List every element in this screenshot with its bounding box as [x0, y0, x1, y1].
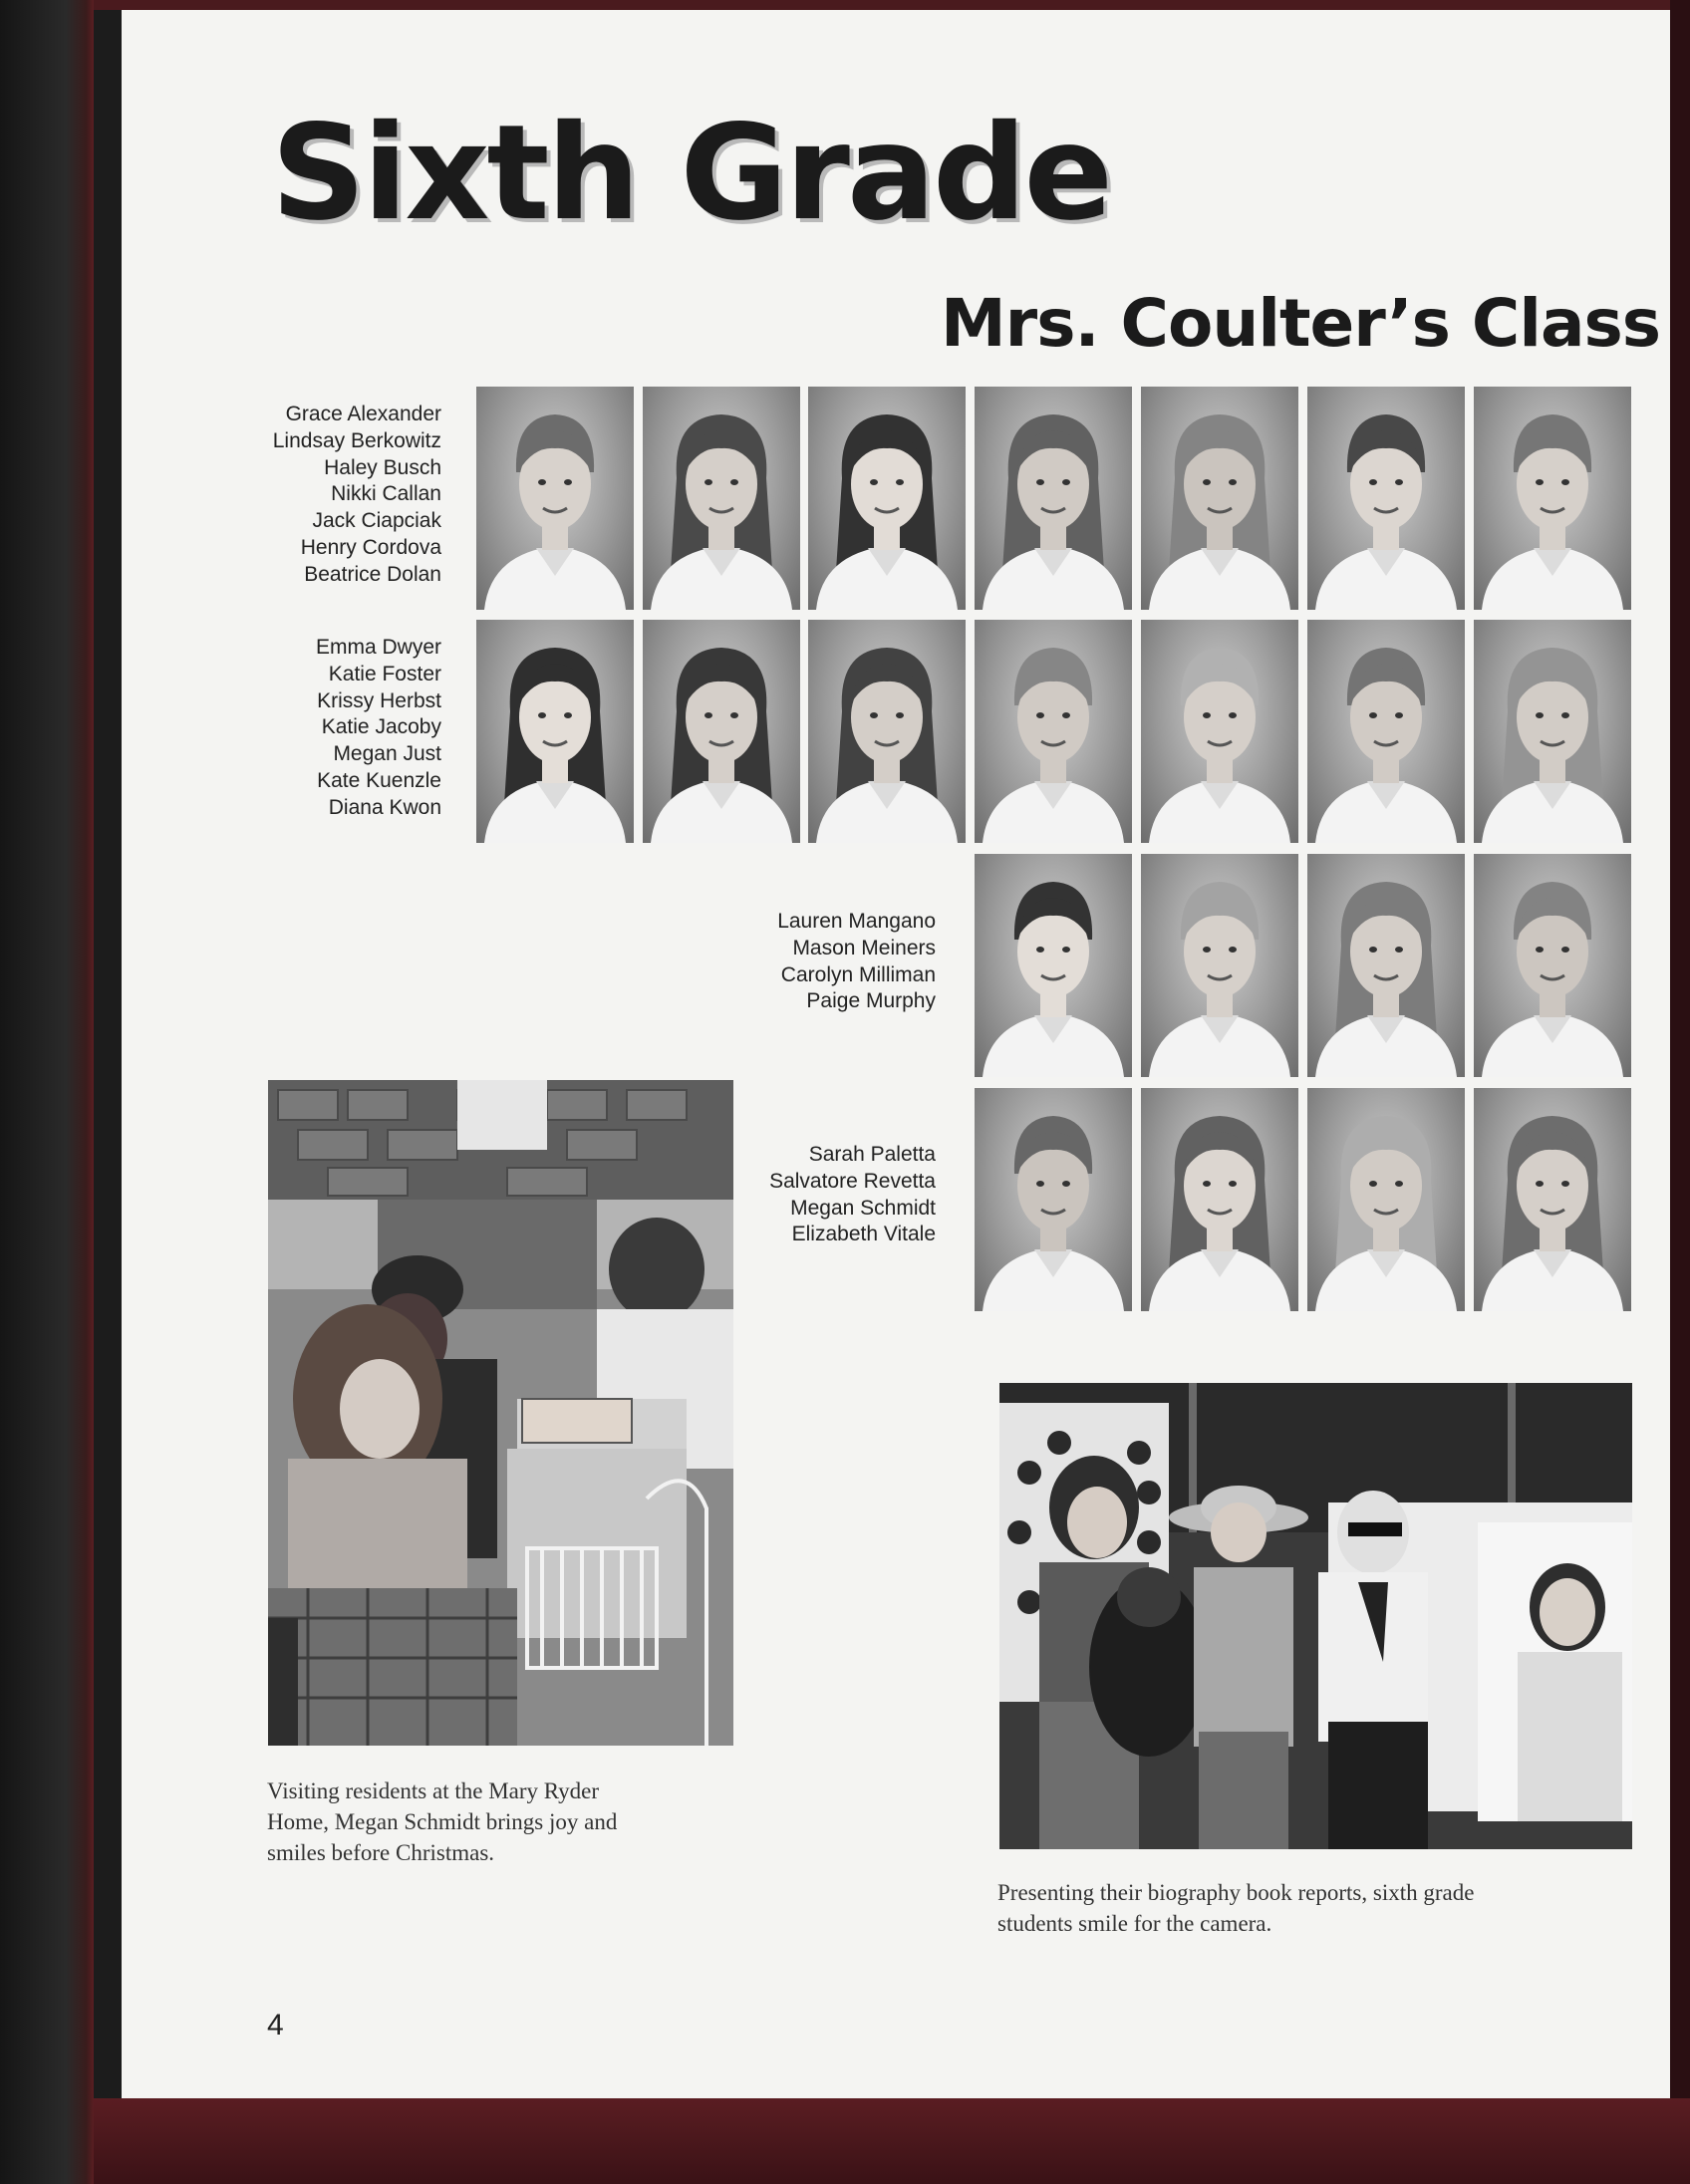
- student-name: Nikki Callan: [331, 482, 441, 506]
- student-name: Lauren Mangano: [777, 910, 936, 933]
- student-name: Megan Just: [333, 742, 441, 766]
- page-title: Sixth Grade: [271, 97, 1111, 250]
- student-name: Katie Jacoby: [321, 715, 441, 739]
- student-portrait: [476, 387, 634, 610]
- page-number: 4: [267, 2009, 284, 2042]
- name-list-row-1: [273, 402, 441, 589]
- student-portrait: [1474, 387, 1631, 610]
- student-portrait: [476, 620, 634, 843]
- student-name: Kate Kuenzle: [317, 768, 441, 792]
- student-portrait: [1141, 620, 1298, 843]
- student-portrait: [1474, 854, 1631, 1077]
- student-portrait: [808, 620, 966, 843]
- student-portrait: [1307, 387, 1465, 610]
- book-cover-edge-bottom: [94, 2098, 1690, 2184]
- student-name: Grace Alexander: [285, 403, 441, 425]
- student-name: Krissy Herbst: [317, 688, 441, 712]
- student-name: Haley Busch: [324, 455, 441, 479]
- student-name: Diana Kwon: [328, 795, 441, 819]
- student-name: Megan Schmidt: [790, 1196, 936, 1220]
- name-list-row-3: [777, 909, 936, 1015]
- student-name: Beatrice Dolan: [304, 562, 441, 586]
- photo-nursing-home-visit: [268, 1080, 733, 1746]
- photo-biography-book-reports: [999, 1383, 1632, 1849]
- student-name: Elizabeth Vitale: [791, 1223, 936, 1246]
- student-name: Emma Dwyer: [315, 636, 441, 659]
- caption-nursing-home: [267, 1775, 617, 1868]
- student-name: Lindsay Berkowitz: [272, 428, 441, 452]
- student-portrait: [1307, 1088, 1465, 1311]
- student-portrait: [643, 620, 800, 843]
- student-portrait: [975, 387, 1132, 610]
- student-portrait: [1141, 387, 1298, 610]
- book-cover-edge: [94, 0, 1690, 10]
- student-name: Henry Cordova: [300, 535, 441, 559]
- caption-line: Home, Megan Schmidt brings joy and: [267, 1809, 618, 1834]
- student-name: Katie Foster: [328, 662, 441, 685]
- student-portrait: [975, 1088, 1132, 1311]
- name-list-row-4: [769, 1142, 936, 1248]
- class-subtitle: Mrs. Coulter’s Class: [941, 285, 1661, 362]
- caption-line: smiles before Christmas.: [267, 1840, 495, 1865]
- student-portrait: [1307, 620, 1465, 843]
- student-portrait: [975, 620, 1132, 843]
- name-list-row-2: [316, 635, 441, 822]
- student-portrait: [1141, 1088, 1298, 1311]
- student-portrait: [1141, 854, 1298, 1077]
- caption-line: Presenting their biography book reports, sixth grade: [997, 1880, 1475, 1905]
- student-name: Sarah Paletta: [808, 1143, 936, 1166]
- student-name: Carolyn Milliman: [780, 962, 936, 986]
- student-name: Jack Ciapciak: [312, 509, 441, 533]
- student-name: Salvatore Revetta: [769, 1169, 936, 1193]
- caption-line: students smile for the camera.: [997, 1911, 1272, 1936]
- student-portrait: [1474, 620, 1631, 843]
- student-name: Mason Meiners: [792, 936, 936, 959]
- caption-line: Visiting residents at the Mary Ryder: [267, 1778, 600, 1803]
- book-binding: [0, 0, 94, 2184]
- student-portrait: [975, 854, 1132, 1077]
- student-portrait: [643, 387, 800, 610]
- student-portrait: [808, 387, 966, 610]
- book-cover-edge-right: [1670, 0, 1690, 2184]
- caption-book-reports: [997, 1877, 1474, 1939]
- student-name: Paige Murphy: [806, 989, 936, 1013]
- student-portrait: [1474, 1088, 1631, 1311]
- student-portrait: [1307, 854, 1465, 1077]
